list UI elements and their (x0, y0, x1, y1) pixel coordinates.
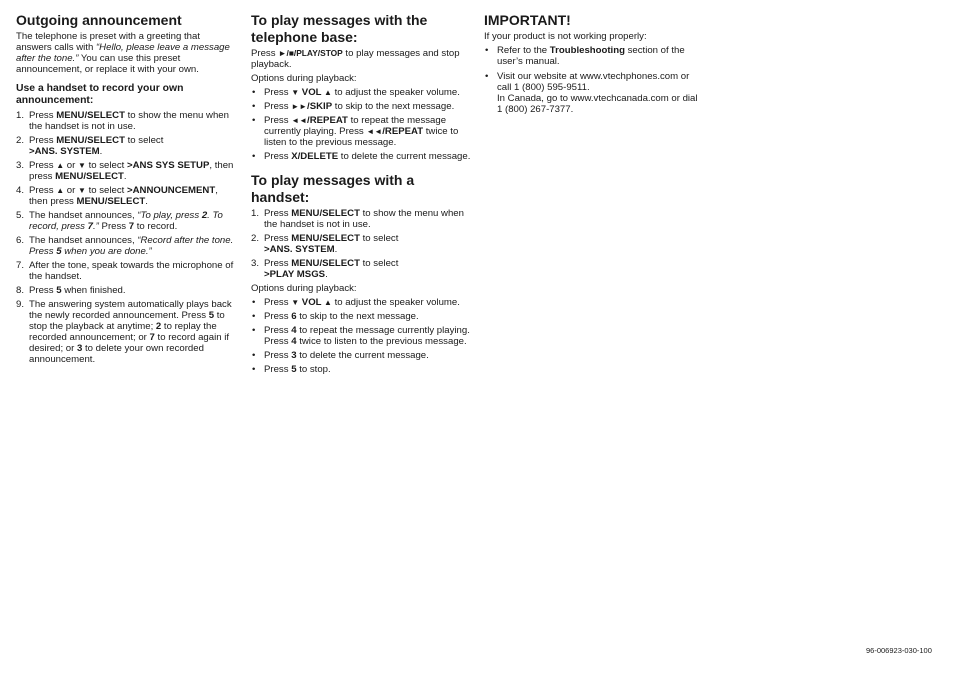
list-item: 7. After the tone, speak towards the microphone of the handset. (16, 260, 234, 282)
handset-steps-list (251, 208, 471, 280)
list-item: • Press ▼ VOL ▲ to adjust the speaker volume. (252, 87, 460, 98)
up-arrow-icon: ▲ (56, 186, 65, 195)
list-item: • Refer to the Troubleshooting section of the user’s manual. (485, 45, 685, 67)
column-outgoing-announcement (16, 12, 234, 368)
list-item: • Press 5 to stop. (252, 364, 331, 375)
repeat-icon: ◄◄ (366, 127, 383, 136)
options-label: Options during playback: (251, 73, 357, 84)
down-arrow-icon: ▼ (291, 298, 300, 307)
list-item: 2. Press MENU/SELECT to select >ANS. SYSTEM. (16, 135, 164, 157)
options-label: Options during playback: (251, 283, 357, 294)
list-item: 3. Press ▲ or ▼ to select >ANS SYS SETUP, then press MENU/SELECT. (16, 160, 234, 182)
important-list (484, 45, 704, 115)
handset-options-list (251, 297, 471, 375)
list-item: 5. The handset announces, “To play, press 2. To record, press 7.” Press 7 to record. (16, 210, 223, 232)
list-item: 9. The answering system automatically plays back the newly recorded announcement. Press 5 to stop the playback at anytime; 2 to replay the recorded announcement; or 7 to record again if desired; or 3 to delete your own recorded announcement. (16, 299, 232, 365)
section-title-handset: To play messages with a handset: (251, 172, 415, 205)
list-item: • Press ►►/SKIP to skip to the next message. (252, 101, 455, 112)
base-intro: Press ►/■/PLAY/STOP to play messages and stop playback. (251, 48, 460, 70)
section-title-base: To play messages with the telephone base: (251, 12, 428, 45)
base-options-list (251, 87, 471, 162)
column-important (484, 12, 704, 118)
list-item: • Press 4 to repeat the message currently playing. Press 4 twice to listen to the previous message. (252, 325, 470, 347)
section-title: Outgoing announcement (16, 12, 182, 28)
list-item: 1. Press MENU/SELECT to show the menu when the handset is not in use. (16, 110, 229, 132)
down-arrow-icon: ▼ (78, 161, 86, 170)
record-steps-list (16, 110, 234, 365)
important-intro: If your product is not working properly: (484, 31, 647, 42)
skip-icon: ►► (291, 102, 308, 111)
document-code: 96-006923-030-100 (866, 646, 932, 655)
list-item: 4. Press ▲ or ▼ to select >ANNOUNCEMENT, then press MENU/SELECT. (16, 185, 218, 207)
down-arrow-icon: ▼ (78, 186, 86, 195)
list-item: 2. Press MENU/SELECT to select >ANS. SYSTEM. (251, 233, 399, 255)
up-arrow-icon: ▲ (56, 161, 65, 170)
list-item: 8. Press 5 when finished. (16, 285, 126, 296)
list-item: 1. Press MENU/SELECT to show the menu when the handset is not in use. (251, 208, 464, 230)
column-play-messages (251, 12, 471, 378)
list-item: • Visit our website at www.vtechphones.com or call 1 (800) 595-9511. In Canada, go to www.vtechcanada.com or dial 1 (800) 267-7377. (485, 71, 698, 115)
list-item: • Press ▼ VOL ▲ to adjust the speaker volume. (252, 297, 460, 308)
list-item: 6. The handset announces, “Record after the tone. Press 5 when you are done.” (16, 235, 234, 257)
intro-paragraph: The telephone is preset with a greeting that answers calls with “Hello, please leave a message after the tone.” You can use this preset announcement, or replace it with your own. (16, 31, 230, 75)
down-arrow-icon: ▼ (291, 88, 300, 97)
repeat-icon: ◄◄ (291, 116, 308, 125)
section-title-important: IMPORTANT! (484, 12, 571, 28)
list-item: • Press X/DELETE to delete the current message. (252, 151, 471, 162)
list-item: • Press ◄◄/REPEAT to repeat the message currently playing. Press ◄◄/REPEAT twice to listen to the previous message. (252, 115, 459, 148)
subheading: Use a handset to record your own announcement: (16, 83, 184, 106)
play-stop-icon: ►/■ (278, 48, 294, 58)
up-arrow-icon: ▲ (324, 88, 332, 97)
list-item: • Press 3 to delete the current message. (252, 350, 429, 361)
up-arrow-icon: ▲ (324, 298, 332, 307)
list-item: • Press 6 to skip to the next message. (252, 311, 419, 322)
list-item: 3. Press MENU/SELECT to select >PLAY MSGS. (251, 258, 399, 280)
